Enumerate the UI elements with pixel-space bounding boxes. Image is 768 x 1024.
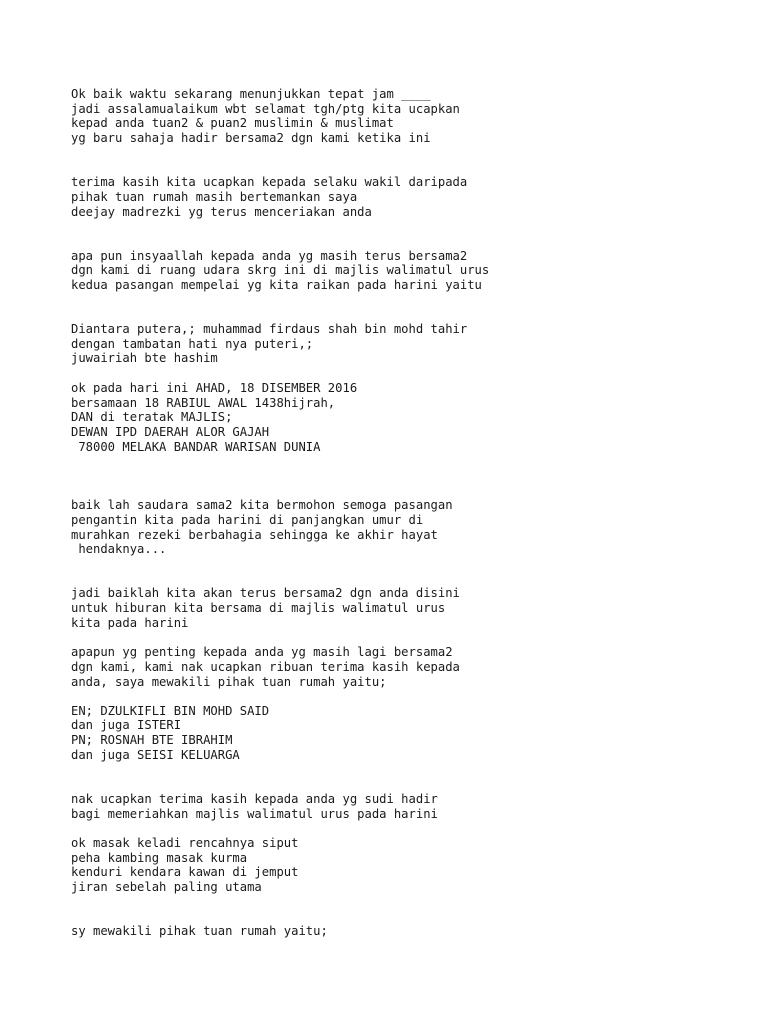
text-line: kepad anda tuan2 & puan2 muslimin & muslimat <box>71 116 394 130</box>
text-line: bersamaan 18 RABIUL AWAL 1438hijrah, <box>71 396 336 410</box>
text-line: nak ucapkan terima kasih kepada anda yg sudi hadir <box>71 792 438 806</box>
text-line: untuk hiburan kita bersama di majlis walimatul urus <box>71 601 446 615</box>
text-line: juwairiah bte hashim <box>71 351 218 365</box>
text-line: DEWAN IPD DAERAH ALOR GAJAH <box>71 425 270 439</box>
text-line: dgn kami di ruang udara skrg ini di majlis walimatul urus <box>71 263 490 277</box>
text-line: dgn kami, kami nak ucapkan ribuan terima kasih kepada <box>71 660 460 674</box>
text-line: EN; DZULKIFLI BIN MOHD SAID <box>71 704 270 718</box>
text-line: Diantara putera,; muhammad firdaus shah bin mohd tahir <box>71 322 468 336</box>
text-line: jadi baiklah kita akan terus bersama2 dgn anda disini <box>71 586 460 600</box>
text-line: PN; ROSNAH BTE IBRAHIM <box>71 733 233 747</box>
text-line: anda, saya mewakili pihak tuan rumah yaitu; <box>71 675 387 689</box>
text-line: sy mewakili pihak tuan rumah yaitu; <box>71 924 328 938</box>
text-line: apapun yg penting kepada anda yg masih lagi bersama2 <box>71 645 453 659</box>
text-line: yg baru sahaja hadir bersama2 dgn kami ketika ini <box>71 131 431 145</box>
text-line: deejay madrezki yg terus menceriakan anda <box>71 205 372 219</box>
text-line: pihak tuan rumah masih bertemankan saya <box>71 190 358 204</box>
text-line: dengan tambatan hati nya puteri,; <box>71 337 314 351</box>
text-line: DAN di teratak MAJLIS; <box>71 410 233 424</box>
text-line: ok pada hari ini AHAD, 18 DISEMBER 2016 <box>71 381 358 395</box>
text-line: kita pada harini <box>71 616 189 630</box>
text-line: 78000 MELAKA BANDAR WARISAN DUNIA <box>71 440 321 454</box>
text-line: dan juga ISTERI <box>71 718 182 732</box>
text-line: dan juga SEISI KELUARGA <box>71 748 240 762</box>
text-line: terima kasih kita ucapkan kepada selaku wakil daripada <box>71 175 468 189</box>
text-line: hendaknya... <box>71 542 167 556</box>
text-line: apa pun insyaallah kepada anda yg masih terus bersama2 <box>71 249 468 263</box>
text-line: pengantin kita pada harini di panjangkan umur di <box>71 513 424 527</box>
text-line: kenduri kendara kawan di jemput <box>71 865 299 879</box>
text-line: baik lah saudara sama2 kita bermohon semoga pasangan <box>71 498 453 512</box>
text-line: Ok baik waktu sekarang menunjukkan tepat jam ____ <box>71 87 431 101</box>
text-line: murahkan rezeki berbahagia sehingga ke akhir hayat <box>71 528 438 542</box>
text-line: bagi memeriahkan majlis walimatul urus pada harini <box>71 807 438 821</box>
text-line: peha kambing masak kurma <box>71 851 248 865</box>
text-line: jadi assalamualaikum wbt selamat tgh/ptg kita ucapkan <box>71 102 460 116</box>
text-line: jiran sebelah paling utama <box>71 880 262 894</box>
text-line: kedua pasangan mempelai yg kita raikan pada harini yaitu <box>71 278 482 292</box>
text-line: ok masak keladi rencahnya siput <box>71 836 299 850</box>
